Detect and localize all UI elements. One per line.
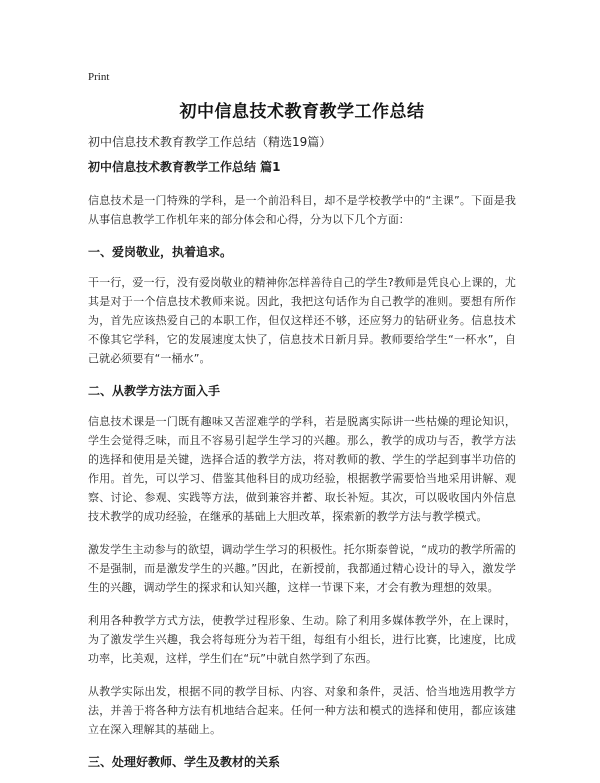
section-2-paragraph-3: 利用各种教学方式方法，使教学过程形象、生动。除了利用多媒体教学外，在上课时，为了激发学生兴趣，我会将每班分为若干组，每组有小组长，进行比赛，比速度，比成功率，比美观，这样，学生们在“玩”中就自然学到了东西。 [88,614,516,665]
section-2-paragraph-4: 从教学实际出发，根据不同的教学目标、内容、对象和条件，灵活、恰当地选用教学方法，并善于将各种方法有机地结合起来。任何一种方法和模式的选择和使用，都应该建立在深入理解其的基础上。 [88,685,516,736]
section-2-paragraph-2: 激发学生主动参与的欲望，调动学生学习的积极性。托尔斯泰曾说，“成功的教学所需的不是强制，而是激发学生的兴趣。”因此，在新授前，我都通过精心设计的导入，激发学生的兴趣，调动学生的探求和认知兴趣，这样一节课下来，才会有教为理想的效果。 [88,543,516,594]
section-heading-2: 二、从教学方法方面入手 [88,384,221,398]
section-heading-3: 三、处理好教师、学生及教材的关系 [88,755,281,769]
article-heading: 初中信息技术教育教学工作总结 篇1 [88,160,281,174]
print-link[interactable]: Print [88,71,110,83]
document-subtitle: 初中信息技术教育教学工作总结（精选19篇） [88,135,332,149]
section-2-paragraph-1: 信息技术课是一门既有趣味又苦涩难学的学科，若是脱离实际讲一些枯燥的理论知识，学生会觉得乏味，而且不容易引起学生学习的兴趣。那么，教学的成功与否，教学方法的选择和使用是关键，选择合适的教学方法，将对教师的教、学生的学起到事半功倍的作用。首先，可以学习、借鉴其他科目的成功经验，根据教学需要恰当地采用讲解、观察、讨论、参观、实践等方法，做到兼容并蓄、取长补短。其次，可以吸收国内外信息技术教学的成功经验，在继承的基础上大胆改革，探索新的教学方法与教学模式。 [88,415,516,523]
page-title: 初中信息技术教育教学工作总结 [179,102,425,122]
intro-paragraph: 信息技术是一门特殊的学科，是一个前沿科目，却不是学校教学中的“主课”。下面是我从事信息教学工作机年来的部分体会和心得，分为以下几个方面： [88,194,516,226]
section-heading-1: 一、爱岗敬业，执着追求。 [88,245,233,259]
article-body [88,158,516,783]
section-1-paragraph-1: 干一行，爱一行，没有爱岗敬业的精神你怎样善待自己的学生?教师是凭良心上课的，尤其是对于一个信息技术教师来说。因此，我把这句话作为自己教学的准则。要想有所作为，首先应该热爱自己的本职工作，但仅这样还不够，还应努力的钻研业务。信息技术不像其它学科，它的发展速度太快了，信息技术日新月异。教师要给学生“一杯水”，自己就必须要有“一桶水”。 [88,276,516,365]
